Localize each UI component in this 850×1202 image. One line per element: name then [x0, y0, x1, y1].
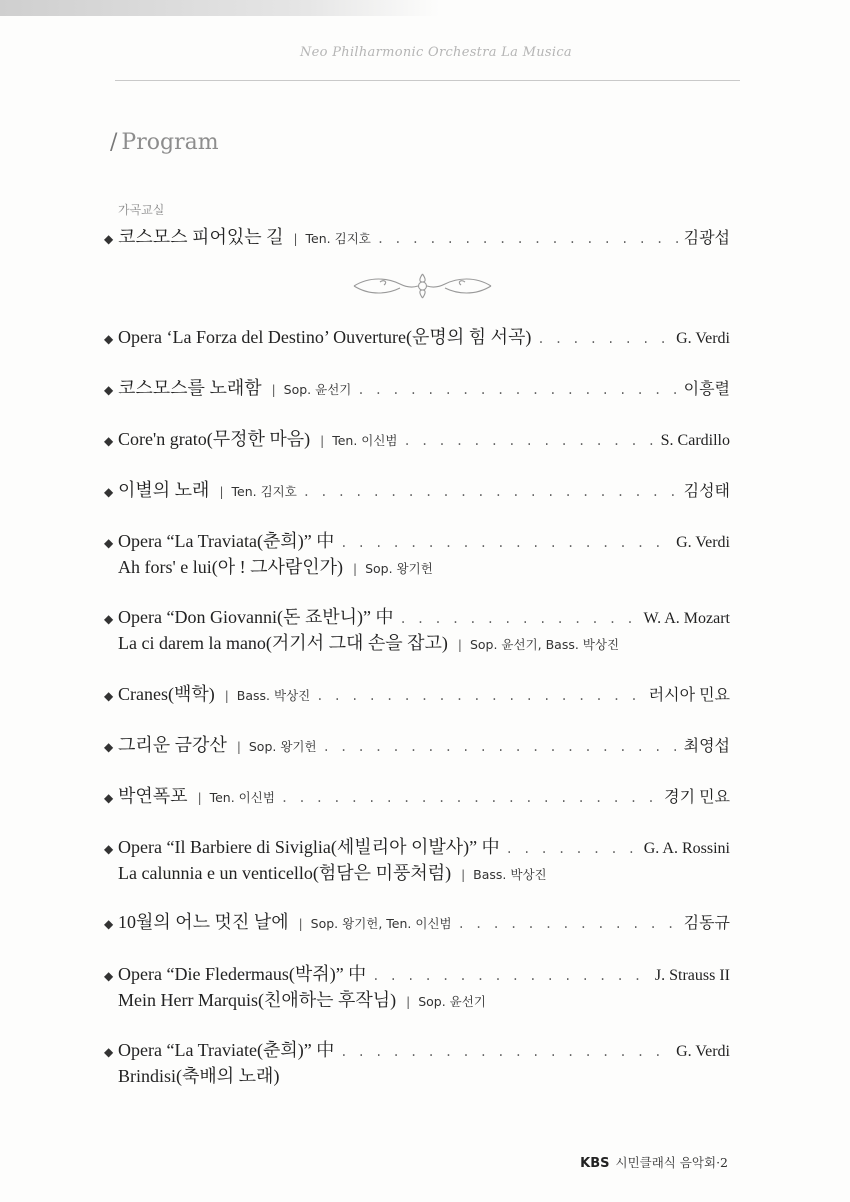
header-rule [115, 80, 740, 81]
separator: | [406, 995, 411, 1009]
bullet-icon: ◆ [104, 1045, 114, 1059]
bullet-icon: ◆ [104, 536, 114, 550]
performer: Ten. 김지호 [231, 484, 297, 499]
piece-title: 박연폭포 [118, 786, 188, 806]
separator: | [457, 638, 462, 652]
program-item-subline [118, 986, 486, 1010]
program-item [104, 323, 730, 349]
dot-leader [303, 485, 678, 499]
program-item [104, 908, 730, 934]
composer: S. Cardillo [660, 432, 730, 449]
program-item [104, 731, 730, 757]
bullet-icon: ◆ [104, 740, 114, 754]
composer: 러시아 민요 [648, 687, 730, 704]
performer: Ten. 이신범 [332, 433, 398, 448]
separator: | [224, 689, 229, 703]
footer-brand: KBS [580, 1156, 610, 1171]
bullet-icon: ◆ [104, 612, 114, 626]
composer: 이흥렬 [683, 381, 730, 398]
dot-leader [399, 612, 637, 626]
piece-title: Opera “La Traviata(춘희)” 中 [118, 531, 335, 551]
program-item-subline [118, 859, 547, 883]
piece-title: Core'n grato(무정한 마음) [118, 429, 311, 449]
bullet-icon: ◆ [104, 232, 114, 246]
slash-icon: / [110, 130, 118, 155]
dot-leader [316, 689, 642, 703]
composer: W. A. Mozart [643, 610, 730, 627]
section-label: 가곡교실 [118, 203, 165, 217]
dot-leader [506, 842, 638, 856]
performer: Sop. 왕기헌 [365, 561, 433, 576]
piece-title: 이별의 노래 [118, 480, 210, 500]
composer: G. A. Rossini [643, 840, 730, 857]
bullet-icon: ◆ [104, 434, 114, 448]
dot-leader [281, 791, 658, 805]
program-item-subline [118, 629, 619, 653]
performer: Sop. 왕기헌 [248, 739, 317, 754]
dot-leader [357, 383, 677, 397]
performer: Bass. 박상진 [236, 688, 311, 703]
composer: G. Verdi [676, 534, 730, 551]
aria-title: Mein Herr Marquis(친애하는 후작님) [118, 990, 397, 1010]
aria-title: Brindisi(축배의 노래) [118, 1066, 280, 1086]
program-item [104, 1036, 730, 1062]
piece-title: Opera “Il Barbiere di Siviglia(세빌리아 이발사)” 中 [118, 837, 500, 857]
composer: J. Strauss II [654, 967, 730, 984]
separator: | [236, 740, 241, 754]
separator: | [461, 868, 466, 882]
separator: | [353, 562, 358, 576]
piece-title: Opera “Die Fledermaus(박쥐)” 中 [118, 964, 367, 984]
dot-leader [537, 332, 670, 346]
dot-leader [340, 1045, 670, 1059]
flourish-divider-icon [350, 270, 495, 302]
program-item [104, 833, 730, 859]
composer: 최영섭 [683, 738, 730, 755]
composer: 경기 민요 [664, 789, 730, 806]
composer: 김동규 [683, 915, 730, 932]
separator: | [271, 383, 276, 397]
program-item [104, 476, 730, 502]
separator: | [197, 791, 202, 805]
performer: Ten. 김지호 [305, 231, 371, 246]
footer [580, 1153, 728, 1171]
performer: Sop. 윤선기, Bass. 박상진 [469, 637, 620, 652]
piece-title: 그리운 금강산 [118, 735, 227, 755]
piece-title: 코스모스 피어있는 길 [118, 227, 284, 247]
separator: | [293, 232, 298, 246]
program-item [104, 960, 730, 986]
dot-leader [458, 917, 678, 931]
dot-leader [377, 232, 678, 246]
bullet-icon: ◆ [104, 485, 114, 499]
program-item [104, 603, 730, 629]
program-item-subline [118, 553, 433, 577]
program-item [104, 425, 730, 451]
program-heading [110, 130, 219, 155]
aria-title: Ah fors' e lui(아 ! 그사람인가) [118, 557, 344, 577]
program-item-subline [118, 1062, 279, 1086]
piece-title: Opera ‘La Forza del Destino’ Ouverture(운명의 힘 서곡) [118, 327, 532, 347]
dot-leader [404, 434, 655, 448]
program-item [104, 374, 730, 400]
piece-title: 10월의 어느 멋진 날에 [118, 912, 289, 932]
footer-concert: 시민클래식 음악회·2 [615, 1155, 728, 1170]
scan-edge-shadow [0, 0, 440, 16]
program-item [104, 782, 730, 808]
piece-title: Cranes(백학) [118, 684, 215, 704]
performer: Sop. 윤선기 [418, 994, 486, 1009]
bullet-icon: ◆ [104, 332, 114, 346]
bullet-icon: ◆ [104, 969, 114, 983]
bullet-icon: ◆ [104, 917, 114, 931]
performer: Bass. 박상진 [473, 867, 547, 882]
piece-title: Opera “Don Giovanni(돈 죠반니)” 中 [118, 607, 394, 627]
piece-title: 코스모스를 노래함 [118, 378, 262, 398]
composer: G. Verdi [676, 1043, 730, 1060]
bullet-icon: ◆ [104, 383, 114, 397]
piece-title: Opera “La Traviate(춘희)” 中 [118, 1040, 335, 1060]
program-heading-text: Program [121, 130, 219, 155]
separator: | [219, 485, 224, 499]
separator: | [298, 917, 303, 931]
bullet-icon: ◆ [104, 791, 114, 805]
composer: G. Verdi [676, 330, 730, 347]
aria-title: La ci darem la mano(거기서 그대 손을 잡고) [118, 633, 448, 653]
program-item-opener [104, 223, 730, 249]
separator: | [320, 434, 325, 448]
dot-leader [372, 969, 649, 983]
program-item [104, 527, 730, 553]
aria-title: La calunnia e un venticello(험담은 미풍처럼) [118, 863, 452, 883]
dot-leader [340, 536, 670, 550]
composer: 김성태 [683, 483, 730, 500]
header-title: Neo Philharmonic Orchestra La Musica [300, 45, 572, 60]
program-item [104, 680, 730, 706]
bullet-icon: ◆ [104, 842, 114, 856]
performer: Ten. 이신범 [209, 790, 275, 805]
performer: Sop. 왕기헌, Ten. 이신범 [310, 916, 452, 931]
composer: 김광섭 [683, 230, 730, 247]
performer: Sop. 윤선기 [283, 382, 352, 397]
dot-leader [323, 740, 678, 754]
bullet-icon: ◆ [104, 689, 114, 703]
